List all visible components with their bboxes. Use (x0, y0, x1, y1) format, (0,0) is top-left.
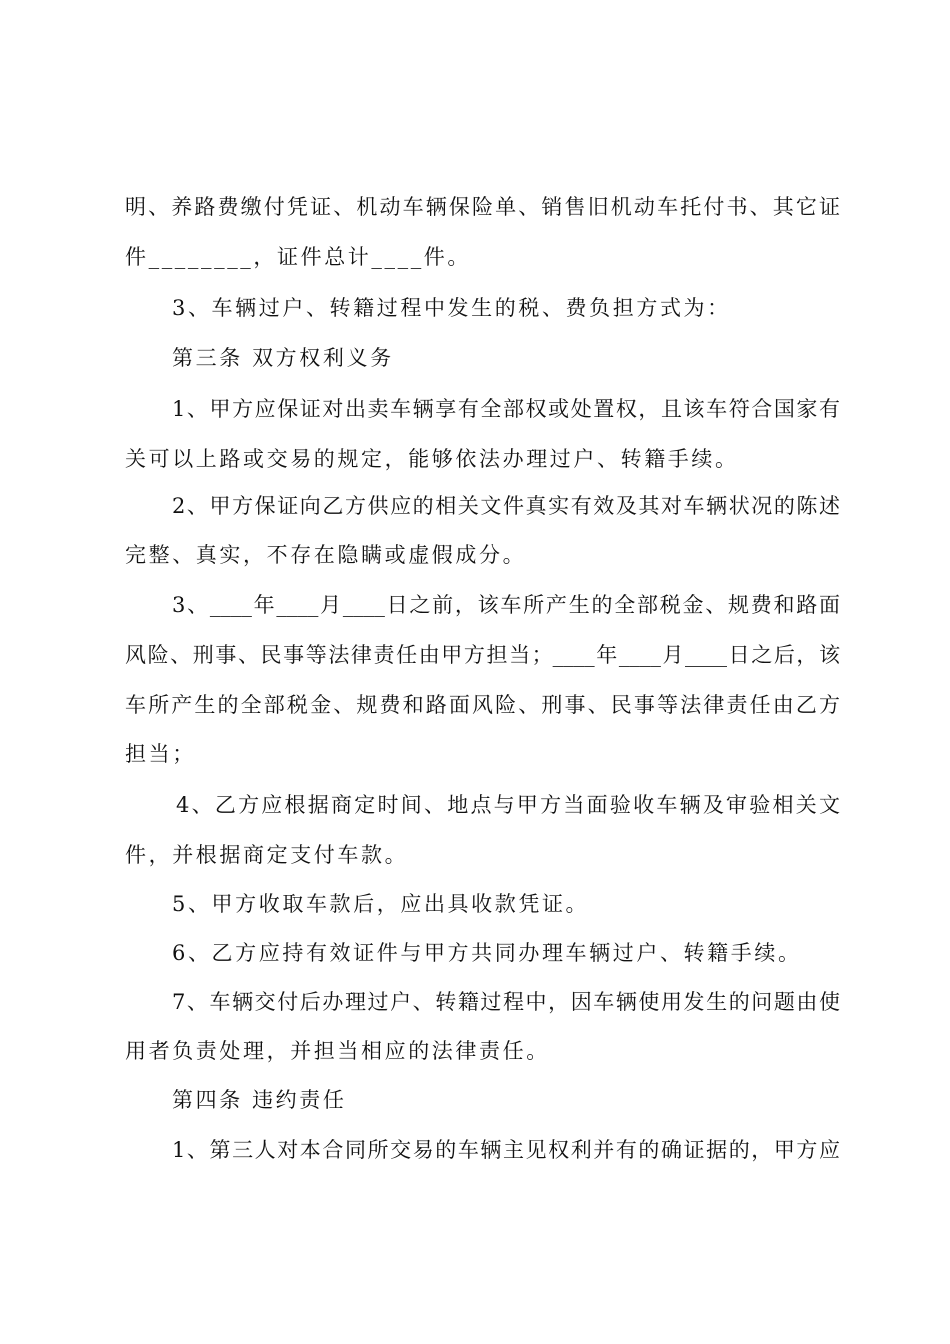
text-line: 6、乙方应持有效证件与甲方共同办理车辆过户、转籍手续。 (172, 941, 802, 965)
text-line: 件________，证件总计____件。 (125, 245, 471, 269)
text-line: 3、车辆过户、转籍过程中发生的税、费负担方式为： (172, 296, 731, 320)
text-line: 风险、刑事、民事等法律责任由甲方担当；____年____月____日之后，该 (125, 643, 840, 667)
text-line: 1、甲方应保证对出卖车辆享有全部权或处置权，且该车符合国家有 (172, 397, 840, 421)
text-line: 3、____年____月____日之前，该车所产生的全部税金、规费和路面 (172, 593, 840, 617)
text-line: 明、养路费缴付凭证、机动车辆保险单、销售旧机动车托付书、其它证 (125, 195, 840, 219)
text-line: 件，并根据商定支付车款。 (125, 843, 409, 867)
text-line: 4、乙方应根据商定时间、地点与甲方当面验收车辆及审验相关文 (176, 793, 840, 817)
text-line: 担当； (125, 742, 196, 766)
text-line: 7、车辆交付后办理过户、转籍过程中，因车辆使用发生的问题由使 (172, 990, 840, 1014)
text-line: 5、甲方收取车款后，应出具收款凭证。 (172, 892, 590, 916)
text-line: 1、第三人对本合同所交易的车辆主见权利并有的确证据的，甲方应 (172, 1138, 840, 1162)
text-line: 车所产生的全部税金、规费和路面风险、刑事、民事等法律责任由乙方 (125, 693, 840, 717)
text-line: 用者负责处理，并担当相应的法律责任。 (125, 1039, 550, 1063)
section-heading: 第三条 双方权利义务 (172, 346, 394, 370)
text-line: 完整、真实，不存在隐瞒或虚假成分。 (125, 543, 527, 567)
text-line: 2、甲方保证向乙方供应的相关文件真实有效及其对车辆状况的陈述 (172, 494, 840, 518)
text-line: 关可以上路或交易的规定，能够依法办理过户、转籍手续。 (125, 447, 739, 471)
section-heading: 第四条 违约责任 (172, 1088, 347, 1112)
